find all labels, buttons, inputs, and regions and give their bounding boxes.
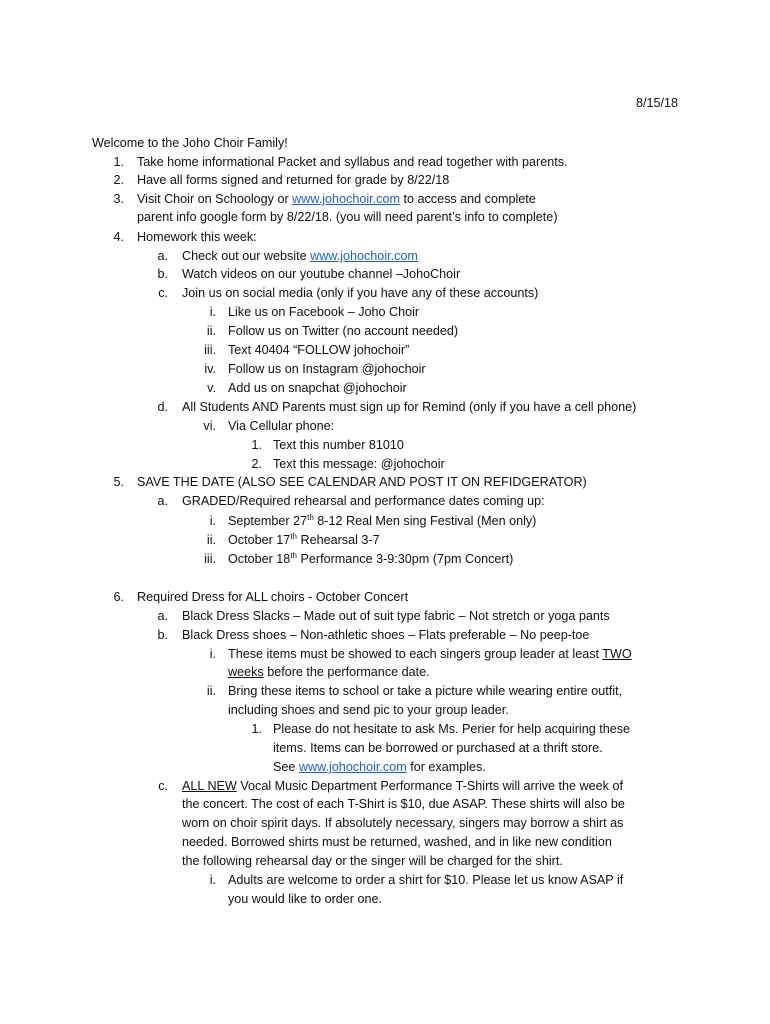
list-item bbox=[182, 247, 418, 265]
list-marker: 4. bbox=[113, 230, 124, 244]
list-marker: 1. bbox=[113, 155, 124, 169]
list-marker: a. bbox=[157, 494, 168, 508]
text-span: for examples. bbox=[406, 760, 486, 774]
text-span: 8-12 Real Men sing Festival (Men only) bbox=[313, 514, 537, 528]
list-marker: a. bbox=[157, 249, 168, 263]
list-item-continuation: the following rehearsal day or the singer will be charged for the shirt. bbox=[182, 854, 563, 868]
ordinal-suffix: th bbox=[307, 512, 314, 522]
list-item-continuation: needed. Borrowed shirts must be returned, washed, and in like new condition bbox=[182, 835, 612, 849]
list-marker: c. bbox=[158, 286, 168, 300]
text-span: September 27 bbox=[228, 514, 308, 528]
underlined-text: ALL NEW bbox=[182, 779, 237, 793]
list-item: Adults are welcome to order a shirt for $10. Please let us know ASAP if bbox=[228, 873, 624, 887]
list-item: Follow us on Twitter (no account needed) bbox=[228, 324, 459, 338]
list-item: Text 40404 “FOLLOW johochoir” bbox=[228, 343, 410, 357]
list-item-continuation: parent info google form by 8/22/18. (you will need parent’s info to complete) bbox=[137, 210, 558, 224]
list-marker: iii. bbox=[204, 343, 216, 357]
list-item-continuation: you would like to order one. bbox=[228, 892, 383, 906]
text-span: October 17 bbox=[228, 533, 291, 547]
johochoir-link[interactable]: www.johochoir.com bbox=[298, 760, 407, 774]
list-marker: i. bbox=[209, 305, 216, 319]
list-marker: ii. bbox=[206, 684, 216, 698]
list-item: Required Dress for ALL choirs - October Concert bbox=[137, 590, 409, 604]
list-item: Watch videos on our youtube channel –JohoChoir bbox=[182, 267, 461, 281]
list-item: Text this message: @johochoir bbox=[273, 457, 445, 471]
underlined-text: TWO bbox=[602, 647, 632, 661]
text-span: See bbox=[273, 760, 299, 774]
list-marker: a. bbox=[157, 609, 168, 623]
list-marker: ii. bbox=[206, 533, 216, 547]
list-marker: ii. bbox=[206, 324, 216, 338]
list-item: Black Dress shoes – Non-athletic shoes – Flats preferable – No peep-toe bbox=[182, 628, 590, 642]
text-span: before the performance date. bbox=[263, 665, 430, 679]
list-item: Join us on social media (only if you have any of these accounts) bbox=[182, 286, 539, 300]
text-span: Rehearsal 3-7 bbox=[296, 533, 380, 547]
list-marker: 1. bbox=[251, 722, 262, 736]
list-item: Have all forms signed and returned for grade by 8/22/18 bbox=[137, 173, 450, 187]
list-item-continuation: worn on choir spirit days. If absolutely necessary, singers may borrow a shirt as bbox=[182, 816, 624, 830]
list-item-continuation: including shoes and send pic to your group leader. bbox=[228, 703, 509, 717]
text-span: October 18 bbox=[228, 552, 291, 566]
list-marker: 2. bbox=[113, 173, 124, 187]
list-marker: 2. bbox=[251, 457, 262, 471]
list-marker: c. bbox=[158, 779, 168, 793]
document-date: 8/15/18 bbox=[635, 96, 678, 110]
list-marker: i. bbox=[209, 873, 216, 887]
list-item-continuation bbox=[273, 758, 486, 776]
list-item-continuation: items. Items can be borrowed or purchased at a thrift store. bbox=[273, 741, 603, 755]
ordinal-suffix: th bbox=[290, 531, 297, 541]
list-marker: i. bbox=[209, 514, 216, 528]
list-item-continuation: the concert. The cost of each T-Shirt is $10, due ASAP. These shirts will also be bbox=[182, 797, 625, 811]
list-marker: 1. bbox=[251, 438, 262, 452]
list-marker: b. bbox=[157, 267, 168, 281]
list-item bbox=[228, 550, 513, 568]
list-marker: b. bbox=[157, 628, 168, 642]
johochoir-link[interactable]: www.johochoir.com bbox=[292, 192, 400, 206]
list-item: SAVE THE DATE (ALSO SEE CALENDAR AND POST IT ON REFIDGERATOR) bbox=[137, 475, 587, 489]
list-item: Homework this week: bbox=[137, 230, 257, 244]
list-item: GRADED/Required rehearsal and performance dates coming up: bbox=[182, 494, 545, 508]
list-item bbox=[137, 190, 536, 208]
text-span: Vocal Music Department Performance T-Shirts will arrive the week of bbox=[236, 779, 623, 793]
list-item: Take home informational Packet and syllabus and read together with parents. bbox=[137, 155, 568, 169]
list-marker: v. bbox=[207, 381, 216, 395]
list-item: Add us on snapchat @johochoir bbox=[228, 381, 407, 395]
list-item-continuation bbox=[228, 663, 430, 681]
list-item: Via Cellular phone: bbox=[228, 419, 335, 433]
list-marker: d. bbox=[157, 400, 168, 414]
list-item: All Students AND Parents must sign up for Remind (only if you have a cell phone) bbox=[182, 400, 637, 414]
johochoir-link[interactable]: www.johochoir.com bbox=[310, 249, 418, 263]
list-marker: vi. bbox=[203, 419, 216, 433]
welcome-heading: Welcome to the Joho Choir Family! bbox=[92, 136, 288, 150]
list-item: Please do not hesitate to ask Ms. Perier for help acquiring these bbox=[273, 722, 631, 736]
list-marker: 5. bbox=[113, 475, 124, 489]
underlined-text: weeks bbox=[228, 665, 264, 679]
list-item bbox=[228, 531, 380, 549]
list-item: Bring these items to school or take a picture while wearing entire outfit, bbox=[228, 684, 623, 698]
list-item bbox=[228, 645, 632, 663]
list-marker: iii. bbox=[204, 552, 216, 566]
list-marker: 6. bbox=[113, 590, 124, 604]
list-item bbox=[228, 512, 536, 530]
list-item bbox=[182, 777, 623, 795]
list-marker: 3. bbox=[113, 192, 124, 206]
text-span: These items must be showed to each singers group leader at least bbox=[228, 647, 603, 661]
list-item: Like us on Facebook – Joho Choir bbox=[228, 305, 420, 319]
list-marker: i. bbox=[209, 647, 216, 661]
text-span: to access and complete bbox=[399, 192, 536, 206]
text-span: Visit Choir on Schoology or bbox=[137, 192, 293, 206]
list-item: Text this number 81010 bbox=[273, 438, 404, 452]
ordinal-suffix: th bbox=[290, 550, 297, 560]
list-marker: iv. bbox=[204, 362, 216, 376]
list-item: Black Dress Slacks – Made out of suit type fabric – Not stretch or yoga pants bbox=[182, 609, 610, 623]
text-span: Performance 3-9:30pm (7pm Concert) bbox=[296, 552, 514, 566]
text-span: Check out our website bbox=[182, 249, 311, 263]
list-item: Follow us on Instagram @johochoir bbox=[228, 362, 426, 376]
